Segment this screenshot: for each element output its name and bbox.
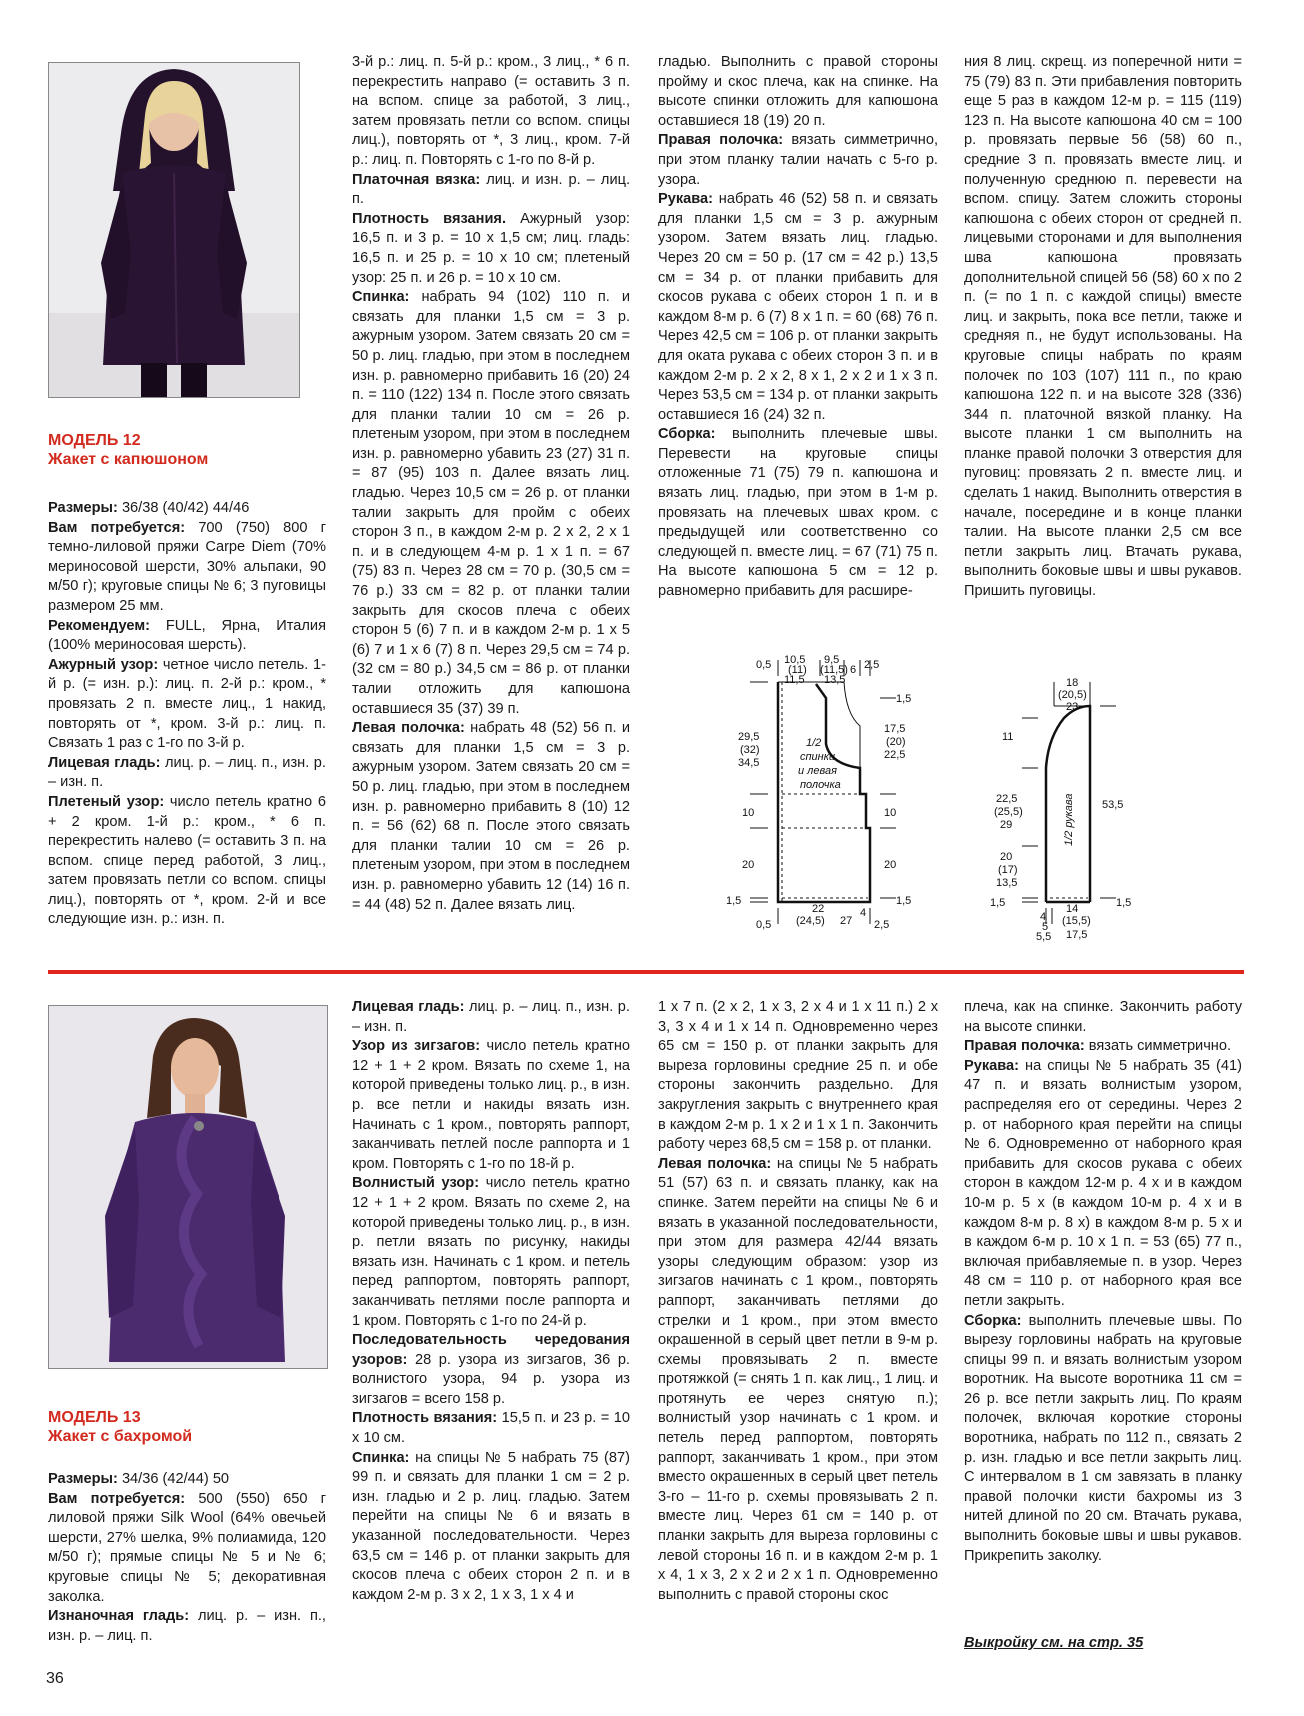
dim-bottom-3: 27 [840, 915, 853, 927]
paragraph: Правая полочка: вязать симметрично. [964, 1038, 1232, 1055]
model12-photo [48, 62, 300, 398]
paragraph: Лицевая гладь: лиц. р. – лиц. п., изн. р. – изн. п. [48, 754, 326, 791]
dim-top-5: 9,5 [824, 654, 840, 666]
sleeve-half-label: 1/2 рукава [1063, 793, 1075, 846]
dim-top-9: 2,5 [864, 659, 880, 671]
paragraph: Платочная вязка: лиц. и изн. р. – лиц. п. [352, 171, 631, 208]
sleeve-bottom-4: 5 [1042, 921, 1049, 933]
dim-right-6: 20 [884, 859, 897, 871]
label-half-2: спинки [800, 751, 836, 763]
dim-top-3: (11) [788, 664, 807, 676]
paragraph: Последовательность чередования узоров: 28 р. узора из зигзагов, 36 р. волнистого узора, 94 р. узора из зигзагов = всего 158 р. [352, 1332, 630, 1407]
dim-left-5: 20 [742, 859, 755, 871]
page-number: 36 [46, 1670, 64, 1687]
sleeve-right-1: 53,5 [1102, 799, 1124, 811]
paragraph: Рукава: на спицы № 5 набрать 35 (41) 47 п. и вязать волнистым узором, распределяя его от середины. Через 2 р. от наборного края перейти на спицы № 6. Одновременно от наборного края прибавить для скосов рукава с обеих сторон в каждом 12-м р. 4 х и в каждом 10-м р. 5 х (в каждом 10-м р. 4 х и в каждом 8-м р. 8 х) в каждом 8-м р. 5 х и в каждом 6-м р. 10 х 1 п. = 53 (65) 77 п., включая прибавляемые п. в узор. Через 48 см = 110 р. от наборного края все петли закрыть. [964, 1057, 1242, 1309]
model13-column-3 [658, 998, 938, 1605]
dim-left-6: 1,5 [726, 895, 742, 907]
dim-left-2: (32) [740, 744, 760, 756]
paragraph: Размеры: 34/36 (42/44) 50 [48, 1471, 230, 1487]
model12-column-2 [352, 53, 630, 915]
dim-bottom-5: 4 [860, 907, 867, 919]
body-pattern-diagram [720, 654, 920, 934]
dim-bottom-2: (24,5) [796, 915, 825, 927]
paragraph: Плотность вязания. Ажурный узор: 16,5 п. и 3 р. = 10 х 1,5 см; лиц. гладь: 16,5 п. и 25 р. = 10 х 10 см; плетеный узор: 25 п. и 26 р. = 10 х 10 см. [352, 210, 630, 286]
sleeve-bottom-5: 5,5 [1036, 931, 1052, 943]
dim-top-4: 11,5 [784, 674, 805, 686]
paragraph: Плотность вязания: 15,5 п. и 23 р. = 10 х 10 см. [352, 1410, 630, 1447]
dim-left-4: 10 [742, 807, 755, 819]
dim-top-2: 10,5 [784, 654, 806, 666]
sleeve-right-2: 1,5 [1116, 897, 1132, 909]
paragraph: Спинка: набрать 94 (102) 110 п. и связать для планки 1,5 см = 3 р. ажурным узором. Затем связать 20 см = 50 р. лиц. гладью, при этом в последнем изн. р. равномерно прибавить 16 (20) 24 п. = 110 (122) 134 п. После этого связать для планки талии 10 см = 26 р. плетеным узором, при этом в последнем изн. р. равномерно убавить 23 (27) 31 п. = 87 (95) 103 п. Далее вязать лиц. гладью. Через 10,5 см = 26 р. от планки талии закрыть для пройм с обеих сторон 3 п., в каждом 2-м р. 2 х 2, 2 х 1 п. и в следующем 4-м р. 1 х 1 п. = 67 (75) 83 п. Через 28 см = 70 р. (30,5 см = 76 р.) 33 см = 82 р. от планки талии закрыть для скосов плеча с обеих сторон 5 (6) 7 п. и в каждом 2-м р. 1 х 5 (6) 7 и 1 х 6 (7) 8 п. Через 29,5 см = 74 р. (32 см = 80 р.) 34,5 см = 86 р. от планки талии отложить для капюшона оставшиеся 35 (37) 39 п. [352, 289, 630, 717]
sleeve-left-4: 29 [1000, 819, 1013, 831]
dim-top-8: 6 [850, 664, 857, 676]
sleeve-left-6: (17) [998, 864, 1018, 876]
paragraph: Правая полочка: вязать симметрично, при этом планку талии начать с 5-го р. узора. [658, 132, 939, 188]
label-half-1: 1/2 [806, 737, 822, 749]
dim-bottom-6: 2,5 [874, 919, 890, 931]
paragraph: Изнаночная гладь: лиц. р. – изн. п., изн. р. – лиц. п. [48, 1608, 326, 1644]
model13-name: Жакет с бахромой [48, 1428, 193, 1445]
model12-column-4 [964, 53, 1242, 602]
section-divider [48, 970, 1244, 974]
paragraph: Ажурный узор: четное число петель. 1-й р. (= изн. р.): лиц. п. 2-й р.: кром., * провязать 2 п. вместе лиц., 1 накид, повторять от *, кром. 3-й р.: лиц. п. Связать 1 раз с 1-го по 3-й р. [48, 656, 326, 752]
model13-column-2 [352, 998, 630, 1605]
dim-top-1: 0,5 [756, 659, 772, 671]
dim-left-3: 34,5 [738, 757, 760, 769]
dim-right-2: 17,5 [884, 723, 906, 735]
model12-column-3 [658, 53, 938, 602]
paragraph: Размеры: 36/38 (40/42) 44/46 [48, 500, 250, 516]
paragraph: Рекомендуем: FULL, Ярна, Италия (100% мериносовая шерсть). [48, 617, 326, 654]
model12-label: МОДЕЛЬ 12 [48, 432, 141, 449]
sleeve-left-2: 22,5 [996, 793, 1018, 805]
paragraph: Узор из зигзагов: число петель кратно 12 + 1 + 2 кром. Вязать по схеме 1, на которой приведены только лиц. р., в изн. р. все петли и накиды вязать изн. Начинать с 1 кром., повторять раппорт, заканчивать петлей после раппорта и 1 кром. Повторять с 1-го по 18-й р. [352, 1038, 630, 1172]
sleeve-top-2: (20,5) [1058, 689, 1087, 701]
dim-left-1: 29,5 [738, 731, 760, 743]
dim-right-7: 1,5 [896, 895, 912, 907]
paragraph: Сборка: выполнить плечевые швы. По вырезу горловины набрать на круговые спицы 99 п. и вязать волнистым узором воротник. На высоте воротника 11 см = 26 р. все петли закрыть лиц. По краям полочек, включая короткие стороны воротника, набрать по 112 п., связать 2 р. изн. гладью и все петли закрыть лиц. С интервалом в 1 см завязать в планку правой полочки кисти бахромы из 3 нитей длиной по 20 см. Втачать рукава, выполнить боковые швы и швы рукавов. Прикрепить заколку. [964, 1312, 1242, 1564]
paragraph: 1 х 7 п. (2 х 2, 1 х 3, 2 х 4 и 1 х 11 п.) 2 х 3, 3 х 4 и 1 х 14 п. Одновременно через 65 см = 150 р. от планки закрыть для выреза горловины средние 25 п. и обе стороны закончить раздельно. Для закругления закрыть с внутреннего края в каждом 2-м р. 1 х 2 и 1 х 1 п. Закончить работу через 68,5 см = 158 р. от планки. [658, 999, 938, 1153]
model13-photo [48, 1005, 328, 1369]
sleeve-left-7: 13,5 [996, 877, 1018, 889]
paragraph: Сборка: выполнить плечевые швы. Перевести на круговые спицы отложенные 71 (75) 79 п. капюшона и вязать лиц. гладью, при этом в 1-м р. провязать на плечевых швах кром. с предыдущей или соответственно со следующей п. вместе лиц. = 67 (71) 75 п. На высоте капюшона 5 см = 12 р. равномерно прибавить для расшире- [658, 426, 938, 600]
paragraph: Левая полочка: на спицы № 5 набрать 51 (57) 63 п. и связать планку, как на спинке. Затем перейти на спицы № 6 и вязать в указанной последовательности, при этом для размера 42/44 вязать узоры следующим образом: узор из зигзагов начинать с 1 кром., повторять раппорт, заканчивать петлями до стрелки и 1 кром., при этом вместо окрашенной в серый цвет петли в 9-м р. схемы провязывать 2 п. вместе протяжкой (= снять 1 п. как лиц., 1 лиц. и протянуть ее через снятую п.); волнистый узор начинать с 1 кром. и петель перед раппортом, повторять раппорт, заканчивать 1 кром., при этом вместо окрашенных в серый цвет петель 3-го – 11-го р. схемы провязывать 2 п. вместе лиц. Через 61 см = 140 р. от планки закрыть для выреза горловины с левой стороны 16 п. и в каждом 2-м р. 1 х 4, 1 х 3, 2 х 2 и 2 х 1 п. Одновременно выполнить с правой стороны скос [658, 1155, 938, 1603]
label-half-3: и левая [798, 765, 837, 777]
dim-right-4: 22,5 [884, 749, 906, 761]
dim-bottom-1: 22 [812, 903, 825, 915]
dim-right-1: 1,5 [896, 693, 912, 705]
model12-name: Жакет с капюшоном [48, 451, 209, 468]
sleeve-top-3: 23 [1066, 701, 1079, 713]
dim-right-3: (20) [886, 736, 906, 748]
sleeve-bottom-1: 4 [1040, 911, 1047, 923]
paragraph: Левая полочка: набрать 48 (52) 56 п. и связать для планки 1,5 см = 3 р. ажурным узором. Затем связать 20 см = 50 р. лиц. гладью, при этом в последнем изн. р. равномерно прибавить 8 (10) 12 п. = 56 (62) 68 п. После этого связать для планки талии 10 см = 26 р. плетеным узором, при этом в последнем изн. р. равномерно убавить 12 (14) 16 п. = 44 (48) 52 п. Далее вязать лиц. [352, 720, 630, 913]
paragraph: гладью. Выполнить с правой стороны пройму и скос плеча, как на спинке. На высоте спинки отложить для капюшона оставшиеся 18 (19) 20 п. [658, 54, 938, 129]
sleeve-left-3: (25,5) [994, 806, 1023, 818]
pattern-reference-link[interactable]: Выкройку см. на стр. 35 [964, 1635, 1144, 1651]
paragraph: Спинка: на спицы № 5 набрать 75 (87) 99 п. и связать для планки 1 см = 2 р. изн. гладью и 2 р. лиц. гладью. Затем перейти на спицы № 6 и вязать в указанной последовательности. Через 63,5 см = 146 р. от планки закрыть для скосов плеча с обеих сторон 2 п. и в каждом 2-м р. 3 х 2, 1 х 3, 1 х 4 и [352, 1449, 630, 1603]
sleeve-top-1: 18 [1066, 677, 1079, 689]
model13-column-1 [48, 1470, 326, 1646]
model13-column-4 [964, 998, 1242, 1566]
label-half-4: полочка [800, 779, 841, 791]
paragraph: 3-й р.: лиц. п. 5-й р.: кром., 3 лиц., * 6 п. перекрестить направо (= оставить 3 п. на вспом. спице за работой, 3 лиц., затем провязать петли со вспом. спицы лиц.), повторять от *, 3 лиц., кром. 7-й р.: лиц. п. Повторять с 1-го по 8-й р. [352, 54, 630, 168]
paragraph: Вам потребуется: 500 (550) 650 г лиловой пряжи Silk Wool (64% овечьей шерсти, 27% шелка, 9% полиамида, 120 м/50 г); прямые спицы № 5 и № 6; круговые спицы № 5; декоративная заколка. [48, 1490, 326, 1605]
paragraph: Волнистый узор: число петель кратно 12 + 1 + 2 кром. Вязать по схеме 2, на которой приведены только лиц. р., в изн. р. петли вязать по рисунку, накиды вязать изн. Начинать с 1 кром. и петель перед раппортом, повторять раппорт, заканчивать петлями после раппорта и 1 кром. Повторять с 1-го по 24-й р. [352, 1175, 630, 1329]
paragraph: Рукава: набрать 46 (52) 58 п. и связать для планки 1,5 см = 3 р. ажурным узором. Затем вязать лиц. гладью. Через 20 см = 50 р. (17 см = 42 р.) 13,5 см = 34 р. от планки прибавить для скосов рукава с обеих сторон 1 п. и в каждом 8-м р. 6 (7) 8 х 1 п. = 60 (68) 76 п. Через 42,5 см = 106 р. от планки закрыть для оката рукава с обеих сторон 3 п. и в каждом 2-м р. 2 х 2, 8 х 1, 2 х 2 и 1 х 3 п. Через 53,5 см = 134 р. от планки закрыть оставшиеся 16 (24) 32 п. [658, 191, 938, 423]
dim-bottom-4: 0,5 [756, 919, 772, 931]
sleeve-left-5: 20 [1000, 851, 1013, 863]
sleeve-bottom-6: 17,5 [1066, 929, 1088, 941]
sleeve-left-8: 1,5 [990, 897, 1006, 909]
dim-right-5: 10 [884, 807, 897, 819]
paragraph: Плетеный узор: число петель кратно 6 + 2 кром. 1-й р.: кром., * 6 п. перекрестить налево (= оставить 3 п. на вспом. спице перед работой, 3 лиц., затем провязать петли со вспом. спицы лиц.), повторять от *, кром. 2-й и все следующие изн. р.: изн. п. [48, 793, 326, 928]
sleeve-bottom-2: 14 [1066, 903, 1079, 915]
sleeve-bottom-3: (15,5) [1062, 915, 1091, 927]
dim-top-6: (11,5) [820, 664, 848, 676]
paragraph: Вам потребуется: 700 (750) 800 г темно-лиловой пряжи Carpe Diem (70% мериносовой шерсти, 30% альпаки, 90 м/50 г); круговые спицы № 6; 3 пуговицы размером 25 мм. [48, 519, 326, 614]
paragraph: ния 8 лиц. скрещ. из поперечной нити = 75 (79) 83 п. Эти прибавления повторить еще 5 раз в каждом 12-м р. = 115 (119) 123 п. На высоте капюшона 40 см = 100 р. провязать первые 56 (58) 60 п., средние 3 п. провязать вместе лиц. и полученную среднюю п. перевести на вспом. спицу. Затем сложить стороны капюшона с обеих сторон от средней п. лицевыми сторонами и для выполнения шва капюшона провязать дополнительной спицей 56 (58) 60 х по 2 п. (= по 1 п. с каждой спицы) вместе лиц. и закрыть, пока все петли, также и средняя п., не будут использованы. На круговые спицы набрать по краям полочек по 103 (107) 111 п., по краю капюшона 122 п. и на высоте 328 (336) 344 п. платочной вязкой планку. На высоте планки 1 см выполнить на планке правой полочки 3 отверстия для пуговиц: провязать 2 п. вместе лиц. и сделать 1 накид. Выполнить отверстия в начале, посередине и в конце планки талии. На высоте планки 2,5 см все петли закрыть лиц. Втачать рукава, выполнить боковые швы и швы рукавов. Пришить пуговицы. [964, 54, 1242, 600]
sleeve-left-1: 11 [1002, 731, 1014, 743]
dim-top-7: 13,5 [824, 674, 846, 686]
model12-column-1 [48, 499, 326, 930]
sleeve-pattern-diagram [992, 676, 1152, 942]
model13-label: МОДЕЛЬ 13 [48, 1409, 141, 1426]
paragraph: Лицевая гладь: лиц. р. – лиц. п., изн. р. – изн. п. [352, 999, 630, 1035]
paragraph: плеча, как на спинке. Закончить работу на высоте спинки. [964, 999, 1242, 1035]
